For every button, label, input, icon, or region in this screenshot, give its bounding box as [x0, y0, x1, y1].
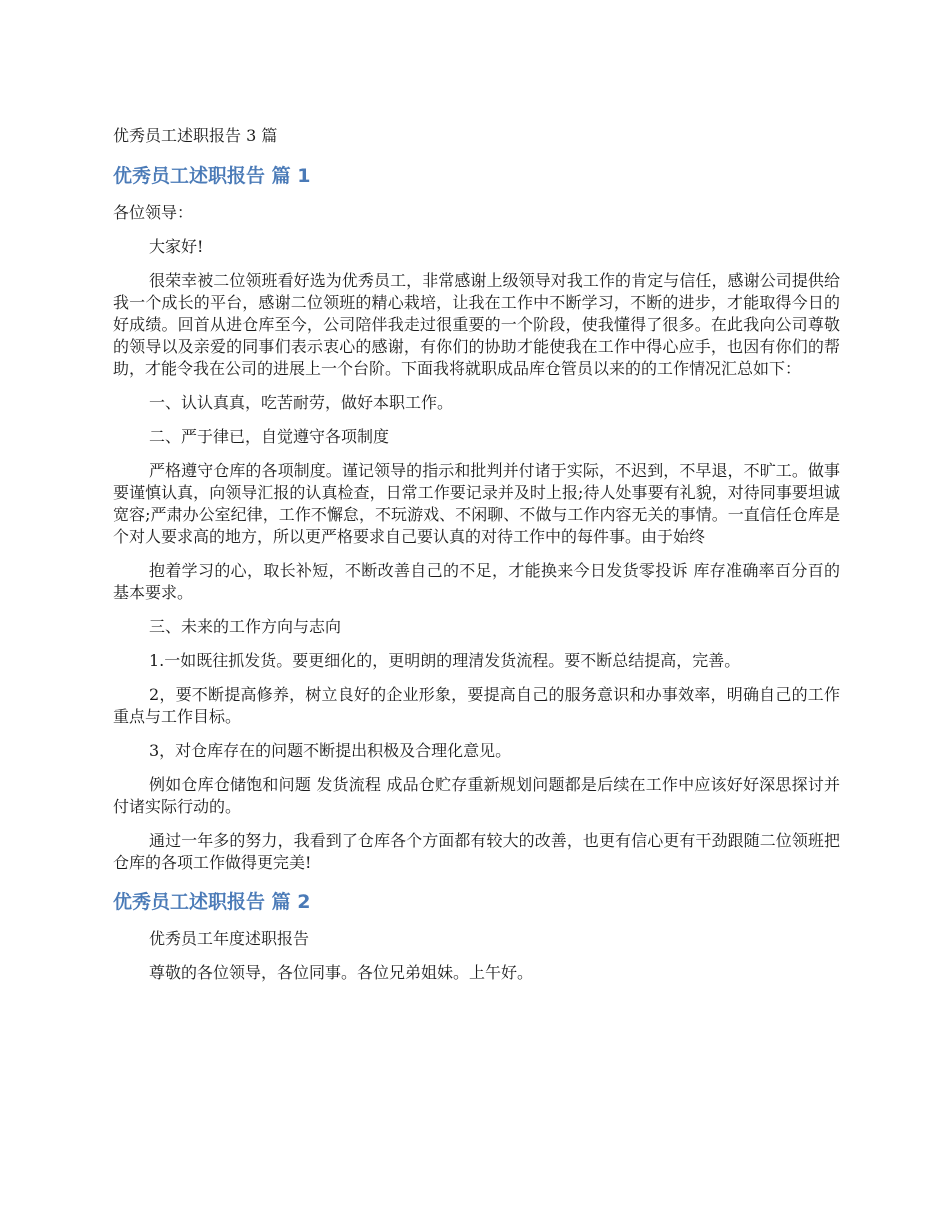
document-title: 优秀员工述职报告 3 篇: [113, 126, 278, 145]
plan-item-3: 3，对仓库存在的问题不断提出积极及合理化意见。: [149, 741, 512, 760]
section-1-heading: 优秀员工述职报告 篇 1: [113, 165, 311, 187]
plan-item-2: 2，要不断提高修养，树立良好的企业形象，要提高自己的服务意识和办事效率，明确自己的工作重点与工作目标。: [113, 685, 840, 726]
greeting: 大家好!: [149, 237, 204, 256]
section-2-subtitle: 优秀员工年度述职报告: [149, 929, 310, 948]
intro-paragraph: 很荣幸被二位领班看好选为优秀员工，非常感谢上级领导对我工作的肯定与信任，感谢公司提供给我一个成长的平台，感谢二位领班的精心栽培，让我在工作中不断学习，不断的进步，才能取得今日的好成绩。回首从进仓库至今，公司陪伴我走过很重要的一个阶段，使我懂得了很多。在此我向公司尊敬的领导以及亲爱的同事们表示衷心的感谢，有你们的协助才能使我在工作中得心应手，也因有你们的帮助，才能令我在公司的进展上一个台阶。下面我将就职成品库仓管员以来的的工作情况汇总如下：: [113, 271, 840, 378]
section-2-heading: 优秀员工述职报告 篇 2: [113, 891, 311, 913]
point-two-heading: 二、严于律已，自觉遵守各项制度: [149, 427, 390, 446]
section-2-greeting: 尊敬的各位领导，各位同事。各位兄弟姐妹。上午好。: [149, 963, 534, 982]
closing-paragraph: 通过一年多的努力，我看到了仓库各个方面都有较大的改善，也更有信心更有干劲跟随二位领班把仓库的各项工作做得更完美!: [113, 831, 840, 872]
salutation: 各位领导：: [113, 203, 194, 222]
point-three-heading: 三、未来的工作方向与志向: [149, 617, 342, 636]
rules-paragraph: 严格遵守仓库的各项制度。谨记领导的指示和批判并付诸于实际，不迟到，不早退，不旷工。做事要谨慎认真，向领导汇报的认真检查，日常工作要记录并及时上报;待人处事要有礼貌，对待同事要坦诚宽容;严肃办公室纪律，工作不懈怠，不玩游戏、不闲聊、不做与工作内容无关的事情。一直信任仓库是个对人要求高的地方，所以更严格要求自己要认真的对待工作中的每件事。由于始终: [113, 461, 840, 546]
plan-item-1: 1.一如既往抓发货。要更细化的，更明朗的理清发货流程。要不断总结提高，完善。: [149, 651, 741, 670]
document-page: [113, 124, 840, 996]
example-paragraph: 例如仓库仓储饱和问题 发货流程 成品仓贮存重新规划问题都是后续在工作中应该好好深思探讨并付诸实际行动的。: [113, 775, 840, 816]
learning-paragraph: 抱着学习的心，取长补短，不断改善自己的不足，才能换来今日发货零投诉 库存准确率百分百的基本要求。: [113, 561, 840, 602]
point-one-heading: 一、认认真真，吃苦耐劳，做好本职工作。: [149, 393, 454, 412]
